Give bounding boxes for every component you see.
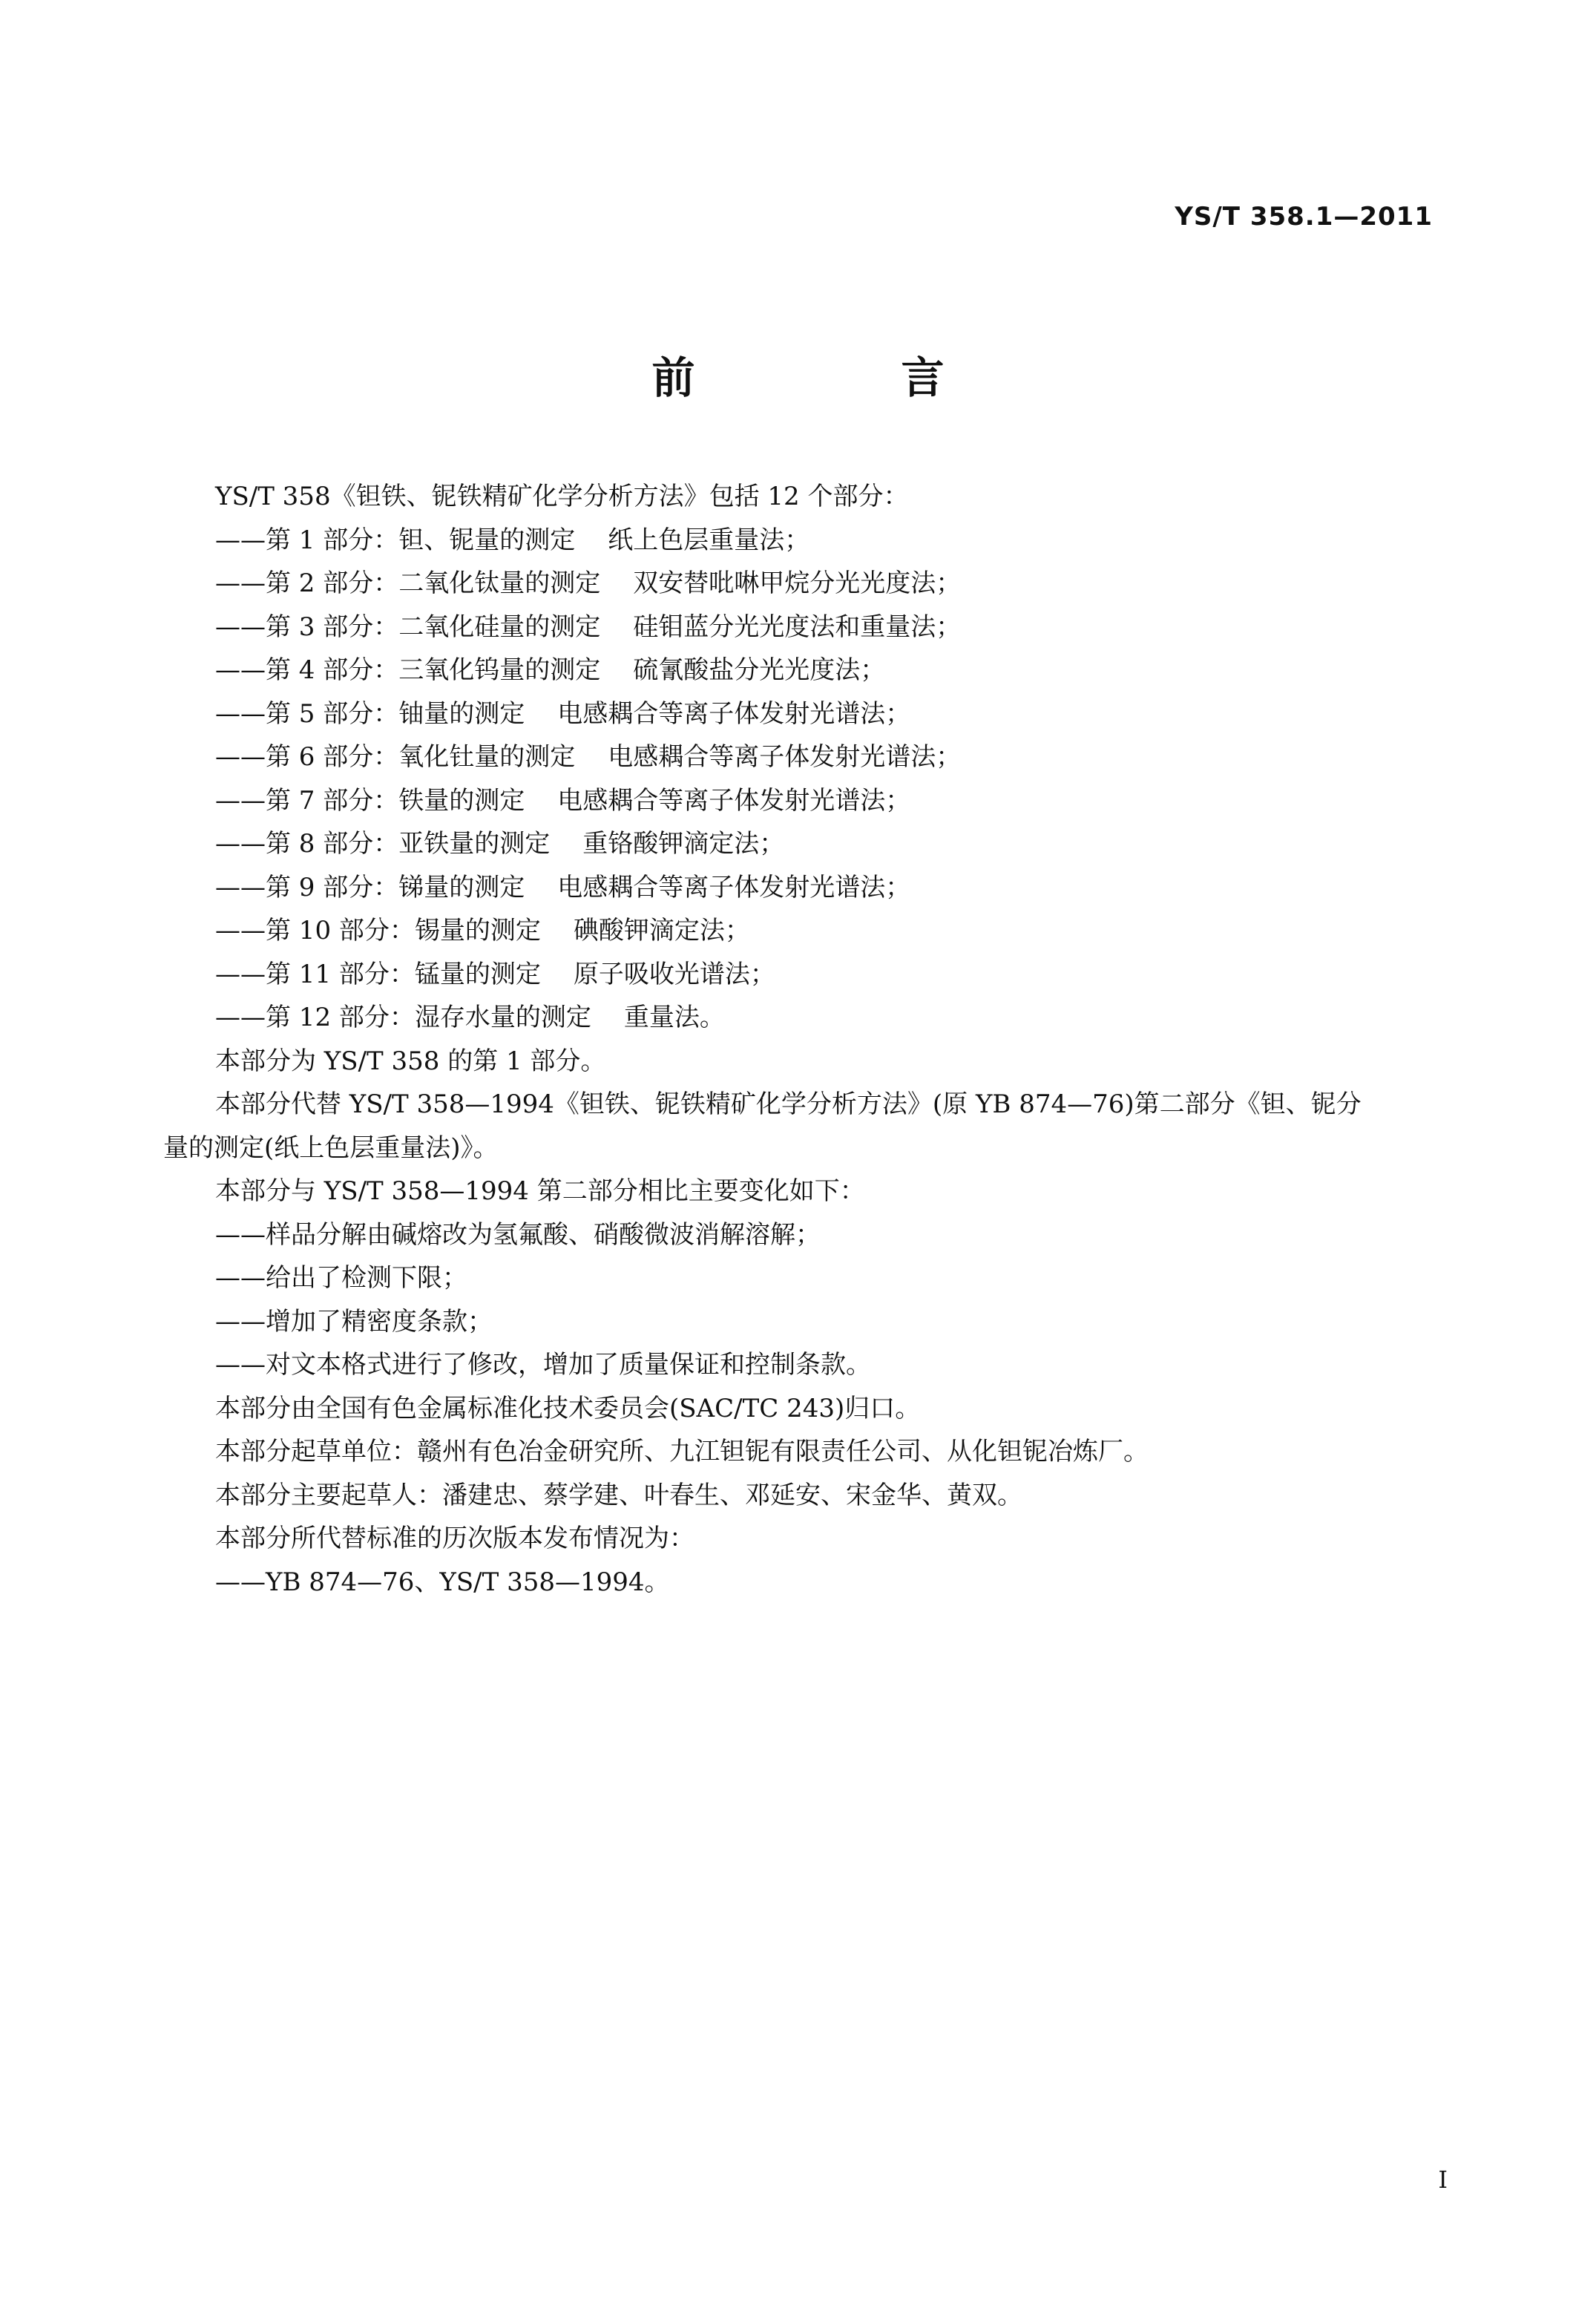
part-method: 电感耦合等离子体发射光谱法； — [557, 785, 911, 816]
part-method: 重量法。 — [623, 1003, 725, 1032]
part-item — [163, 996, 1439, 1040]
part-method: 碘酸钾滴定法； — [573, 916, 750, 945]
part-label: ——第 1 部分：钽、铌量的测定 — [215, 525, 576, 555]
change-item: ——给出了检测下限； — [215, 1263, 467, 1293]
drafting-units-paragraph: 本部分起草单位：赣州有色冶金研究所、九江钽铌有限责任公司、从化钽铌冶炼厂。 — [215, 1437, 1149, 1466]
history-intro: 本部分所代替标准的历次版本发布情况为： — [215, 1524, 694, 1553]
part-item — [163, 519, 1439, 563]
part-label: ——第 6 部分：氧化钍量的测定 — [215, 742, 576, 772]
part-label: ——第 12 部分：湿存水量的测定 — [215, 1003, 591, 1032]
drafters-paragraph: 本部分主要起草人：潘建忠、蔡学建、叶春生、邓延安、宋金华、黄双。 — [215, 1480, 1022, 1510]
replaces-paragraph-line-2: 量的测定(纸上色层重量法)》。 — [163, 1132, 499, 1163]
intro-paragraph: YS/T 358《钽铁、铌铁精矿化学分析方法》包括 12 个部分： — [215, 482, 909, 511]
part-label: ——第 10 部分：锡量的测定 — [215, 916, 541, 945]
part-item — [163, 822, 1439, 866]
change-item: ——增加了精密度条款； — [215, 1306, 493, 1337]
document-id: YS/T 358.1—2011 — [1175, 202, 1433, 232]
foreword-body — [163, 475, 1439, 1604]
part-item — [163, 692, 1439, 736]
part-method: 原子吸收光谱法； — [573, 959, 775, 989]
part-method: 纸上色层重量法； — [608, 525, 810, 555]
part-method: 硫氰酸盐分光光度法； — [633, 655, 886, 685]
part-method: 硅钼蓝分光光度法和重量法； — [633, 612, 962, 642]
changes-intro: 本部分与 YS/T 358—1994 第二部分相比主要变化如下： — [215, 1176, 865, 1206]
part-label: ——第 5 部分：铀量的测定 — [215, 698, 525, 729]
part-label: ——第 3 部分：二氧化硅量的测定 — [215, 612, 601, 642]
part-label: ——第 9 部分：锑量的测定 — [215, 872, 525, 902]
centralized-paragraph: 本部分由全国有色金属标准化技术委员会(SAC/TC 243)归口。 — [215, 1393, 921, 1423]
replaces-paragraph-line-1: 本部分代替 YS/T 358—1994《钽铁、铌铁精矿化学分析方法》(原 YB 874—76)第二部分《钽、铌分 — [215, 1089, 1362, 1119]
part-label: ——第 11 部分：锰量的测定 — [215, 959, 541, 989]
part-label: ——第 7 部分：铁量的测定 — [215, 785, 525, 816]
part-item — [163, 606, 1439, 649]
change-item: ——样品分解由碱熔改为氢氟酸、硝酸微波消解溶解； — [215, 1219, 821, 1250]
part-item — [163, 779, 1439, 823]
part-method: 双安替吡啉甲烷分光光度法； — [633, 568, 962, 598]
part-item — [163, 649, 1439, 692]
this-part-paragraph: 本部分为 YS/T 358 的第 1 部分。 — [215, 1046, 606, 1076]
history-item: ——YB 874—76、YS/T 358—1994。 — [215, 1567, 670, 1597]
part-method: 重铬酸钾滴定法； — [582, 829, 785, 859]
part-item — [163, 735, 1439, 779]
part-label: ——第 8 部分：亚铁量的测定 — [215, 829, 551, 859]
part-label: ——第 4 部分：三氧化钨量的测定 — [215, 655, 601, 685]
page-number: I — [1438, 2166, 1448, 2194]
change-item: ——对文本格式进行了修改，增加了质量保证和控制条款。 — [215, 1350, 871, 1380]
part-item — [163, 866, 1439, 910]
part-item — [163, 909, 1439, 953]
part-method: 电感耦合等离子体发射光谱法； — [608, 742, 962, 772]
part-item — [163, 953, 1439, 997]
part-label: ——第 2 部分：二氧化钛量的测定 — [215, 568, 601, 598]
page-title: 前 言 — [651, 353, 1026, 403]
part-method: 电感耦合等离子体发射光谱法； — [557, 698, 911, 729]
part-item — [163, 562, 1439, 606]
part-method: 电感耦合等离子体发射光谱法； — [557, 872, 911, 902]
